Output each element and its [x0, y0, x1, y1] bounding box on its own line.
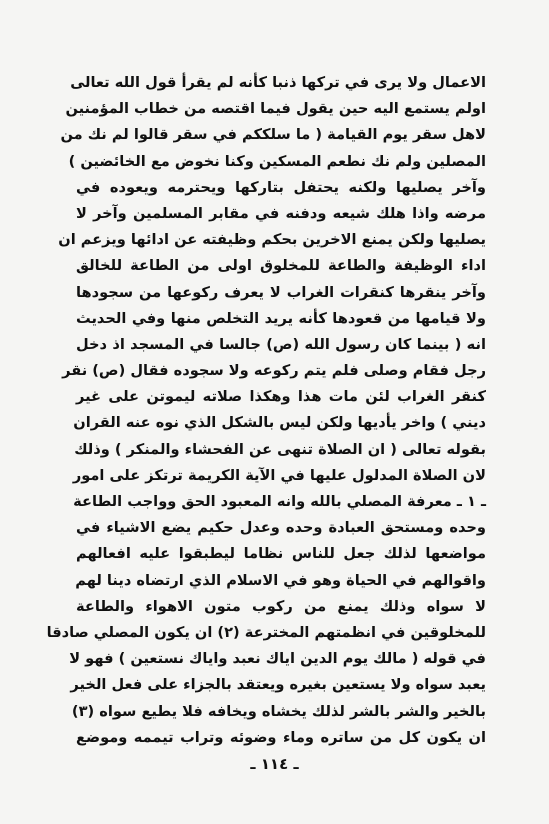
- text-line: واقوالهم في الحياة وهو في الاسلام الذي ارتضاه دينا لهم: [75, 571, 486, 589]
- text-line: يصليها ولكن يمنع الاخرين بحكم وظيفته عن ادائها ويزعم ان: [58, 231, 486, 249]
- text-line: رجل فقام وصلى فلم يتم ركوعه ولا سجوده فقال (ص) نقر: [62, 362, 486, 380]
- text-line: ـ ١ ـ معرفة المصلي بالله وانه المعبود الحق وواجب الطاعة: [73, 493, 486, 510]
- text-line: في قوله ( مالك يوم الدين اياك نعبد واياك نستعين ) فهو لا: [69, 650, 486, 668]
- text-line: ولا قيامها من قعودها كأنه يريد التخلص منها وفي الحديث: [76, 309, 486, 327]
- text-line: وحده ومستحق العبادة وحده وعدل حكيم يضع الاشياء في: [76, 519, 486, 537]
- text-line: للمخلوقين في انظمتهم المخترعة (٢) ان يكون المصلي صادقا: [46, 623, 486, 641]
- text-line: بقوله تعالى ( ان الصلاة تنهى عن الفحشاء والمنكر ) وذلك: [74, 440, 486, 458]
- text-line: اداء الوظيفة والطاعة للمخلوق اولى من الطاعة للخالق: [76, 257, 486, 275]
- page-number: ـ ١١٤ ـ: [250, 755, 299, 773]
- text-line: يعبد سواه ولا يستعين بغيره ويعتقد بالجزاء على فعل الخير: [70, 676, 486, 694]
- text-line: الاعمال ولا يرى في تركها ذنبا كأنه لم يقرأ قول الله تعالى: [70, 74, 486, 91]
- text-line: ان يكون كل من ساتره وماء وضوئه وتراب تيممه وموضع: [76, 728, 486, 746]
- text-line: اولم يستمع اليه حين يقول فيما اقتصه من خطاب المؤمنين: [65, 100, 486, 118]
- text-line: ديني ) واخر يأديها ولكن ليس بالشكل الذي نوه عنه القران: [73, 414, 486, 432]
- text-line: وآخر يصليها ولكنه يحتفل بتاركها ويحترمه ويعوده في: [76, 178, 486, 196]
- text-line: مواضعها لذلك جعل للناس نظاما ليطبقوا عليه افعالهم: [76, 545, 486, 563]
- text-line: مرضه واذا هلك شيعه ودفنه في مقابر المسلمين وآخر لا: [76, 204, 486, 222]
- text-line: لان الصلاة المدلول عليها في الآية الكريمة ترتكز على امور: [72, 466, 486, 484]
- text-line: وآخر ينقرها كنقرات الغراب لا يعرف ركوعها من سجودها: [76, 283, 486, 301]
- text-line: المصلين ولم نك نطعم المسكين وكنا نخوض مع الخائضين ): [68, 152, 486, 170]
- text-line: كنقر الغراب لئن مات هذا وهكذا صلاته ليموتن على غير: [76, 388, 486, 406]
- text-line: بالخير والشر بالشر لذلك يخشاه ويخافه فلا يطيع سواه (٣): [71, 702, 486, 720]
- text-line: لاهل سقر يوم القيامة ( ما سلككم في سقر قالوا لم نك من: [60, 126, 486, 144]
- text-line: لا سواه وذلك يمنع من ركوب متون الاهواء والطاعة: [76, 597, 486, 615]
- body-text: [46, 70, 486, 751]
- text-line: انه ( بينما كان رسول الله (ص) جالسا في المسجد اذ دخل: [76, 335, 486, 353]
